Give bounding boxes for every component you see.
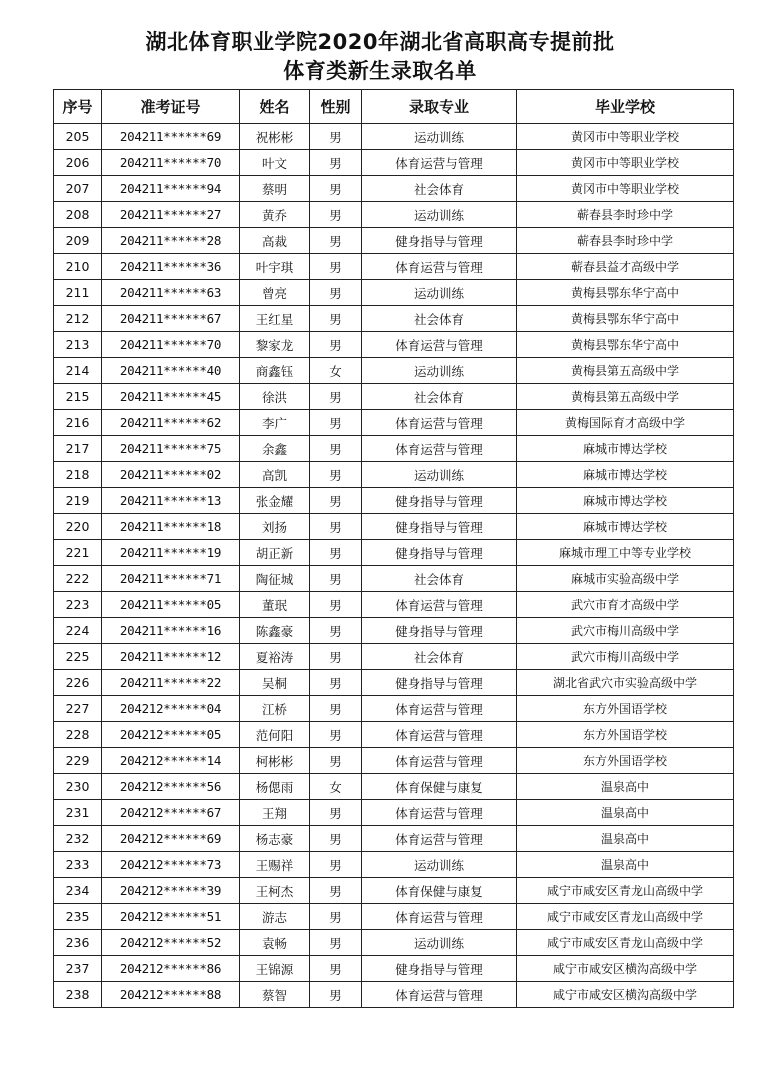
cell-gender: 男: [310, 124, 362, 150]
table-row: [54, 878, 734, 904]
cell-gender: 男: [310, 800, 362, 826]
table-row: [54, 514, 734, 540]
cell-major: 社会体育: [362, 306, 517, 332]
cell-major: 体育运营与管理: [362, 748, 517, 774]
cell-name: 曾亮: [240, 280, 310, 306]
cell-major: 体育运营与管理: [362, 722, 517, 748]
cell-seq: 209: [54, 228, 102, 254]
cell-school: 黄梅县第五高级中学: [517, 358, 734, 384]
cell-exam-id: 204212******39: [102, 878, 240, 904]
cell-exam-id: 204211******75: [102, 436, 240, 462]
cell-seq: 231: [54, 800, 102, 826]
cell-school: 麻城市博达学校: [517, 436, 734, 462]
cell-seq: 232: [54, 826, 102, 852]
col-header-school: 毕业学校: [517, 90, 734, 124]
cell-exam-id: 204212******05: [102, 722, 240, 748]
cell-gender: 男: [310, 384, 362, 410]
cell-major: 运动训练: [362, 280, 517, 306]
cell-school: 东方外国语学校: [517, 696, 734, 722]
cell-gender: 男: [310, 540, 362, 566]
cell-seq: 238: [54, 982, 102, 1008]
cell-name: 王翔: [240, 800, 310, 826]
cell-school: 武穴市梅川高级中学: [517, 644, 734, 670]
cell-exam-id: 204212******52: [102, 930, 240, 956]
cell-seq: 210: [54, 254, 102, 280]
cell-exam-id: 204211******19: [102, 540, 240, 566]
cell-gender: 男: [310, 930, 362, 956]
cell-school: 蕲春县李时珍中学: [517, 202, 734, 228]
cell-gender: 男: [310, 150, 362, 176]
cell-name: 陶征城: [240, 566, 310, 592]
table-row: [54, 410, 734, 436]
cell-gender: 男: [310, 878, 362, 904]
cell-gender: 男: [310, 618, 362, 644]
cell-seq: 225: [54, 644, 102, 670]
cell-school: 黄梅县鄂东华宁高中: [517, 280, 734, 306]
cell-name: 高凯: [240, 462, 310, 488]
table-row: [54, 228, 734, 254]
table-row: [54, 566, 734, 592]
cell-school: 蕲春县李时珍中学: [517, 228, 734, 254]
col-header-major: 录取专业: [362, 90, 517, 124]
cell-school: 麻城市理工中等专业学校: [517, 540, 734, 566]
cell-name: 蔡智: [240, 982, 310, 1008]
cell-exam-id: 204212******51: [102, 904, 240, 930]
table-row: [54, 176, 734, 202]
cell-gender: 男: [310, 852, 362, 878]
cell-exam-id: 204212******56: [102, 774, 240, 800]
cell-name: 陈鑫豪: [240, 618, 310, 644]
cell-major: 社会体育: [362, 176, 517, 202]
table-row: [54, 202, 734, 228]
cell-exam-id: 204211******94: [102, 176, 240, 202]
cell-school: 黄梅县鄂东华宁高中: [517, 332, 734, 358]
cell-school: 蕲春县益才高级中学: [517, 254, 734, 280]
table-row: [54, 618, 734, 644]
cell-exam-id: 204211******27: [102, 202, 240, 228]
cell-gender: 女: [310, 774, 362, 800]
cell-gender: 男: [310, 696, 362, 722]
table-body: [54, 124, 734, 1008]
cell-exam-id: 204212******88: [102, 982, 240, 1008]
cell-gender: 男: [310, 644, 362, 670]
table-row: [54, 306, 734, 332]
cell-school: 麻城市博达学校: [517, 462, 734, 488]
cell-gender: 男: [310, 280, 362, 306]
table-row: [54, 644, 734, 670]
cell-seq: 230: [54, 774, 102, 800]
cell-major: 健身指导与管理: [362, 956, 517, 982]
cell-exam-id: 204211******22: [102, 670, 240, 696]
cell-name: 黄乔: [240, 202, 310, 228]
cell-seq: 218: [54, 462, 102, 488]
cell-name: 张金耀: [240, 488, 310, 514]
cell-exam-id: 204211******71: [102, 566, 240, 592]
cell-gender: 男: [310, 722, 362, 748]
cell-major: 健身指导与管理: [362, 228, 517, 254]
cell-gender: 男: [310, 566, 362, 592]
cell-gender: 男: [310, 176, 362, 202]
cell-major: 运动训练: [362, 930, 517, 956]
cell-name: 蔡明: [240, 176, 310, 202]
cell-gender: 男: [310, 332, 362, 358]
cell-major: 健身指导与管理: [362, 488, 517, 514]
cell-major: 健身指导与管理: [362, 618, 517, 644]
table-row: [54, 384, 734, 410]
cell-seq: 220: [54, 514, 102, 540]
cell-seq: 228: [54, 722, 102, 748]
cell-school: 咸宁市咸安区青龙山高级中学: [517, 904, 734, 930]
cell-name: 叶宇琪: [240, 254, 310, 280]
document-title: 湖北体育职业学院2020年湖北省高职高专提前批: [145, 30, 615, 54]
table-row: [54, 332, 734, 358]
cell-seq: 212: [54, 306, 102, 332]
cell-school: 咸宁市咸安区青龙山高级中学: [517, 930, 734, 956]
cell-exam-id: 204211******45: [102, 384, 240, 410]
cell-seq: 211: [54, 280, 102, 306]
cell-major: 社会体育: [362, 566, 517, 592]
cell-gender: 男: [310, 748, 362, 774]
table-row: [54, 930, 734, 956]
cell-school: 麻城市博达学校: [517, 514, 734, 540]
col-header-gender: 性别: [310, 90, 362, 124]
cell-major: 运动训练: [362, 124, 517, 150]
cell-seq: 217: [54, 436, 102, 462]
cell-name: 祝彬彬: [240, 124, 310, 150]
cell-major: 体育运营与管理: [362, 410, 517, 436]
cell-seq: 214: [54, 358, 102, 384]
table-row: [54, 800, 734, 826]
cell-seq: 206: [54, 150, 102, 176]
cell-major: 健身指导与管理: [362, 514, 517, 540]
cell-seq: 237: [54, 956, 102, 982]
cell-name: 王赐祥: [240, 852, 310, 878]
cell-exam-id: 204211******70: [102, 150, 240, 176]
cell-major: 体育运营与管理: [362, 592, 517, 618]
cell-seq: 216: [54, 410, 102, 436]
cell-gender: 男: [310, 306, 362, 332]
cell-exam-id: 204211******40: [102, 358, 240, 384]
cell-exam-id: 204212******14: [102, 748, 240, 774]
cell-major: 社会体育: [362, 644, 517, 670]
cell-school: 武穴市育才高级中学: [517, 592, 734, 618]
cell-exam-id: 204211******67: [102, 306, 240, 332]
cell-seq: 229: [54, 748, 102, 774]
cell-gender: 男: [310, 228, 362, 254]
table-row: [54, 150, 734, 176]
table-header-row: [54, 90, 734, 124]
cell-gender: 男: [310, 904, 362, 930]
table-row: [54, 852, 734, 878]
cell-exam-id: 204211******13: [102, 488, 240, 514]
table-row: [54, 696, 734, 722]
cell-major: 体育保健与康复: [362, 774, 517, 800]
cell-exam-id: 204211******36: [102, 254, 240, 280]
cell-name: 商鑫钰: [240, 358, 310, 384]
cell-seq: 207: [54, 176, 102, 202]
cell-school: 湖北省武穴市实验高级中学: [517, 670, 734, 696]
cell-exam-id: 204211******12: [102, 644, 240, 670]
cell-seq: 221: [54, 540, 102, 566]
cell-gender: 男: [310, 826, 362, 852]
cell-school: 咸宁市咸安区青龙山高级中学: [517, 878, 734, 904]
cell-major: 运动训练: [362, 202, 517, 228]
cell-exam-id: 204212******69: [102, 826, 240, 852]
cell-name: 范何阳: [240, 722, 310, 748]
table-row: [54, 124, 734, 150]
cell-school: 黄梅县第五高级中学: [517, 384, 734, 410]
cell-gender: 男: [310, 488, 362, 514]
cell-name: 黎家龙: [240, 332, 310, 358]
table-row: [54, 826, 734, 852]
cell-exam-id: 204211******62: [102, 410, 240, 436]
cell-seq: 219: [54, 488, 102, 514]
table-row: [54, 722, 734, 748]
cell-gender: 男: [310, 514, 362, 540]
cell-seq: 236: [54, 930, 102, 956]
cell-gender: 男: [310, 592, 362, 618]
cell-seq: 205: [54, 124, 102, 150]
cell-gender: 男: [310, 956, 362, 982]
cell-gender: 男: [310, 670, 362, 696]
cell-school: 黄冈市中等职业学校: [517, 176, 734, 202]
table-row: [54, 982, 734, 1008]
cell-major: 体育运营与管理: [362, 150, 517, 176]
cell-school: 温泉高中: [517, 826, 734, 852]
cell-school: 咸宁市咸安区横沟高级中学: [517, 982, 734, 1008]
cell-name: 游志: [240, 904, 310, 930]
col-header-seq: 序号: [54, 90, 102, 124]
cell-major: 体育运营与管理: [362, 254, 517, 280]
cell-school: 东方外国语学校: [517, 748, 734, 774]
cell-seq: 235: [54, 904, 102, 930]
cell-exam-id: 204211******63: [102, 280, 240, 306]
table-row: [54, 592, 734, 618]
cell-major: 体育运营与管理: [362, 696, 517, 722]
table-row: [54, 254, 734, 280]
cell-major: 健身指导与管理: [362, 540, 517, 566]
cell-school: 东方外国语学校: [517, 722, 734, 748]
cell-major: 体育运营与管理: [362, 332, 517, 358]
cell-name: 王锦源: [240, 956, 310, 982]
table-row: [54, 436, 734, 462]
cell-seq: 224: [54, 618, 102, 644]
cell-seq: 233: [54, 852, 102, 878]
cell-name: 叶文: [240, 150, 310, 176]
cell-major: 健身指导与管理: [362, 670, 517, 696]
cell-name: 刘扬: [240, 514, 310, 540]
cell-school: 温泉高中: [517, 774, 734, 800]
cell-exam-id: 204212******67: [102, 800, 240, 826]
cell-school: 黄梅国际育才高级中学: [517, 410, 734, 436]
cell-major: 体育运营与管理: [362, 904, 517, 930]
table-row: [54, 280, 734, 306]
cell-exam-id: 204211******05: [102, 592, 240, 618]
cell-exam-id: 204212******04: [102, 696, 240, 722]
cell-gender: 男: [310, 202, 362, 228]
cell-major: 运动训练: [362, 462, 517, 488]
cell-exam-id: 204212******73: [102, 852, 240, 878]
cell-exam-id: 204211******02: [102, 462, 240, 488]
cell-school: 麻城市博达学校: [517, 488, 734, 514]
cell-exam-id: 204211******70: [102, 332, 240, 358]
cell-seq: 223: [54, 592, 102, 618]
cell-school: 武穴市梅川高级中学: [517, 618, 734, 644]
cell-gender: 男: [310, 410, 362, 436]
cell-school: 黄冈市中等职业学校: [517, 124, 734, 150]
cell-name: 夏裕涛: [240, 644, 310, 670]
cell-seq: 213: [54, 332, 102, 358]
cell-name: 杨志豪: [240, 826, 310, 852]
cell-seq: 227: [54, 696, 102, 722]
table-row: [54, 488, 734, 514]
cell-gender: 女: [310, 358, 362, 384]
cell-major: 社会体育: [362, 384, 517, 410]
cell-name: 徐洪: [240, 384, 310, 410]
cell-seq: 226: [54, 670, 102, 696]
cell-school: 咸宁市咸安区横沟高级中学: [517, 956, 734, 982]
cell-school: 黄梅县鄂东华宁高中: [517, 306, 734, 332]
cell-exam-id: 204211******16: [102, 618, 240, 644]
cell-name: 王红星: [240, 306, 310, 332]
cell-name: 杨偲雨: [240, 774, 310, 800]
cell-name: 柯彬彬: [240, 748, 310, 774]
table-row: [54, 670, 734, 696]
cell-gender: 男: [310, 254, 362, 280]
table-row: [54, 748, 734, 774]
cell-exam-id: 204212******86: [102, 956, 240, 982]
cell-gender: 男: [310, 982, 362, 1008]
cell-gender: 男: [310, 462, 362, 488]
document-subtitle: 体育类新生录取名单: [283, 59, 477, 83]
cell-seq: 215: [54, 384, 102, 410]
admission-table: [53, 89, 734, 1008]
cell-major: 体育运营与管理: [362, 826, 517, 852]
cell-gender: 男: [310, 436, 362, 462]
cell-school: 温泉高中: [517, 852, 734, 878]
cell-school: 黄冈市中等职业学校: [517, 150, 734, 176]
table-row: [54, 540, 734, 566]
table-row: [54, 774, 734, 800]
cell-school: 麻城市实验高级中学: [517, 566, 734, 592]
cell-name: 吴桐: [240, 670, 310, 696]
cell-major: 体育运营与管理: [362, 436, 517, 462]
cell-exam-id: 204211******69: [102, 124, 240, 150]
cell-exam-id: 204211******28: [102, 228, 240, 254]
cell-seq: 222: [54, 566, 102, 592]
cell-major: 体育运营与管理: [362, 800, 517, 826]
cell-seq: 208: [54, 202, 102, 228]
cell-name: 胡正新: [240, 540, 310, 566]
cell-name: 袁畅: [240, 930, 310, 956]
cell-name: 董珉: [240, 592, 310, 618]
table-row: [54, 462, 734, 488]
cell-name: 李广: [240, 410, 310, 436]
cell-name: 江桥: [240, 696, 310, 722]
cell-school: 温泉高中: [517, 800, 734, 826]
table-row: [54, 904, 734, 930]
cell-name: 余鑫: [240, 436, 310, 462]
cell-name: 王柯杰: [240, 878, 310, 904]
cell-exam-id: 204211******18: [102, 514, 240, 540]
cell-major: 运动训练: [362, 358, 517, 384]
cell-seq: 234: [54, 878, 102, 904]
cell-name: 高裁: [240, 228, 310, 254]
table-row: [54, 358, 734, 384]
col-header-exam-id: 准考证号: [102, 90, 240, 124]
col-header-name: 姓名: [240, 90, 310, 124]
cell-major: 体育保健与康复: [362, 878, 517, 904]
table-row: [54, 956, 734, 982]
cell-major: 体育运营与管理: [362, 982, 517, 1008]
cell-major: 运动训练: [362, 852, 517, 878]
